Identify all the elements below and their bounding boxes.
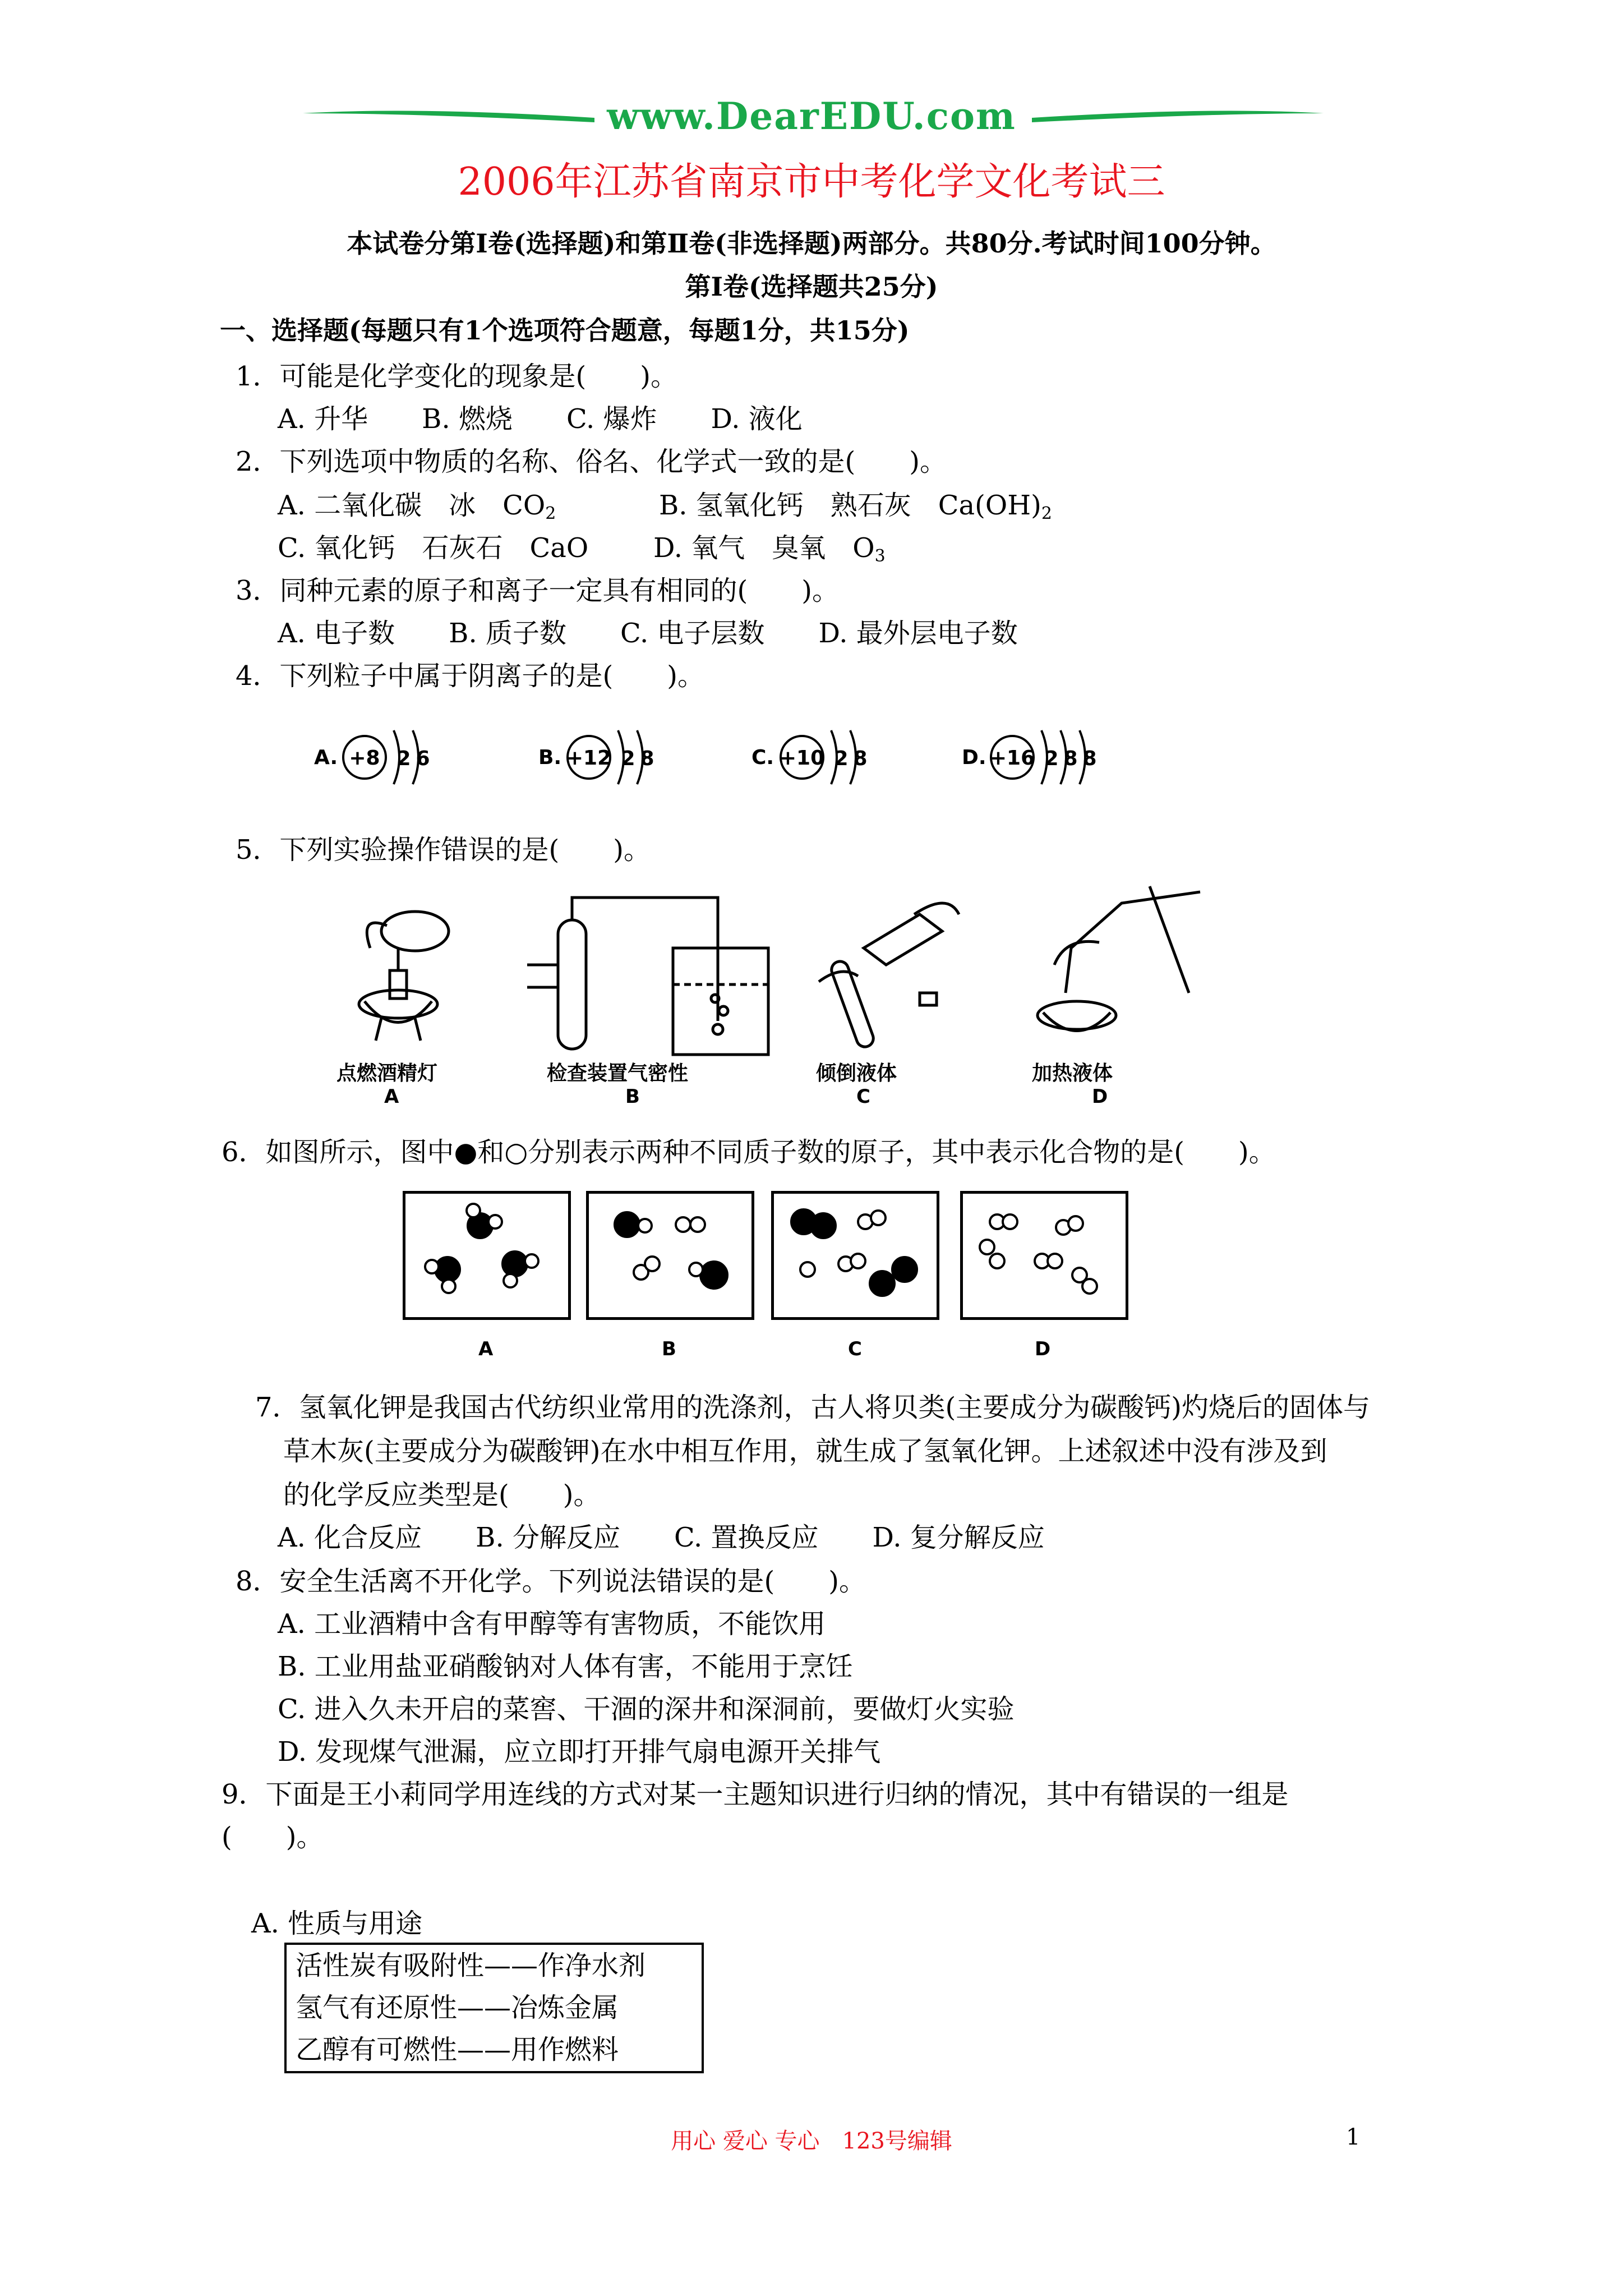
q2-option-c: C. 氧化钙 石灰石 CaO xyxy=(278,532,589,564)
q4-diagram-c xyxy=(751,724,931,791)
q2-option-a-text: A. 二氧化碳 冰 CO xyxy=(278,490,546,521)
q2-option-d-text: D. 氧气 臭氧 O xyxy=(653,532,875,564)
q9-option-a-title: A. 性质与用途 xyxy=(251,1908,423,1939)
q7-options: A. 化合反应 B. 分解反应 C. 置换反应 D. 复分解反应 xyxy=(278,1522,1045,1553)
q4-diagram-label: C. xyxy=(751,746,774,769)
q5-caption-a: 点燃酒精灯 xyxy=(336,1062,438,1085)
shell-electron-count: 8 xyxy=(853,747,868,770)
q7-line-3: 的化学反应类型是( )。 xyxy=(283,1479,601,1511)
exam-intro: 本试卷分第Ⅰ卷(选择题)和第Ⅱ卷(非选择题)两部分。共80分.考试时间100分钟。 xyxy=(347,228,1276,259)
q5-letter-b: B xyxy=(625,1085,640,1108)
q8-option-b: B. 工业用盐亚硝酸钠对人体有害，不能用于烹饪 xyxy=(278,1651,853,1682)
q9-line-1: 9．下面是王小莉同学用连线的方式对某一主题知识进行归纳的情况，其中有错误的一组是 xyxy=(222,1779,1289,1810)
q2-option-b-text: B. 氢氧化钙 熟石灰 Ca(OH) xyxy=(659,490,1041,521)
q7-line-1: 7．氢氧化钾是我国古代纺织业常用的洗涤剂，古人将贝类(主要成分为碳酸钙)灼烧后的固体与 xyxy=(255,1392,1370,1423)
q6-letter-c: C xyxy=(848,1338,862,1360)
q2-option-d-sub: 3 xyxy=(874,546,886,566)
q5-caption-c: 倾倒液体 xyxy=(816,1062,897,1085)
shell-electron-count: 8 xyxy=(1082,747,1097,770)
q9-option-a-item-1: 活性炭有吸附性——作净水剂 xyxy=(296,1950,646,1981)
q2-option-b-sub: 2 xyxy=(1041,504,1052,523)
shell-electron-count: 2 xyxy=(621,747,635,770)
q4-diagram-b xyxy=(538,724,718,791)
q2-option-b xyxy=(659,484,1052,523)
nucleus-charge: +16 xyxy=(989,747,1035,770)
exam-title: 2006年江苏省南京市中考化学文化考试三 xyxy=(458,160,1165,204)
shell-electron-count: 8 xyxy=(1063,747,1078,770)
shell-electron-count: 8 xyxy=(640,747,654,770)
q2-option-a xyxy=(278,484,556,523)
q6-stem: 6．如图所示，图中●和○分别表示两种不同质子数的原子，其中表示化合物的是( )。 xyxy=(222,1137,1276,1168)
q2-option-d xyxy=(653,526,886,566)
shell-electron-count: 2 xyxy=(1044,747,1059,770)
q5-lab-figures xyxy=(325,881,1223,1066)
q5-letter-a: A xyxy=(384,1085,399,1108)
q4-diagram-a xyxy=(314,724,494,791)
q1-stem: 1．可能是化学变化的现象是( )。 xyxy=(236,361,677,392)
lamp-lighting-figure xyxy=(359,912,449,1041)
q1-options: A. 升华 B. 燃烧 C. 爆炸 D. 液化 xyxy=(278,403,803,435)
site-banner-text[interactable]: www.DearEDU.com xyxy=(607,94,1016,138)
q5-caption-d: 加热液体 xyxy=(1032,1062,1113,1085)
q9-option-a-item-2: 氢气有还原性——冶炼金属 xyxy=(296,1992,619,2023)
q9-line-2: ( )。 xyxy=(222,1821,324,1853)
q4-diagram-d xyxy=(962,724,1141,791)
q4-stem: 4．下列粒子中属于阴离子的是( )。 xyxy=(236,660,704,692)
q9-option-a-item-3: 乙醇有可燃性——用作燃料 xyxy=(296,2034,619,2065)
shell-electron-count: 2 xyxy=(396,747,411,770)
q8-option-c: C. 进入久未开启的菜窖、干涸的深井和深洞前，要做灯火实验 xyxy=(278,1694,1015,1725)
q6-letter-b: B xyxy=(662,1338,676,1360)
airtightness-figure xyxy=(527,898,768,1055)
shell-electron-count: 6 xyxy=(416,747,430,770)
nucleus-charge: +8 xyxy=(349,747,380,770)
q6-letter-a: A xyxy=(478,1338,494,1360)
q6-molecules xyxy=(403,1191,1126,1320)
q3-options: A. 电子数 B. 质子数 C. 电子层数 D. 最外层电子数 xyxy=(278,618,1018,649)
page-footer: 用心 爱心 专心 123号编辑 xyxy=(671,2128,952,2154)
q6-letter-d: D xyxy=(1035,1338,1051,1360)
shell-electron-count: 2 xyxy=(834,747,849,770)
pouring-figure xyxy=(819,903,959,1049)
q3-stem: 3．同种元素的原子和离子一定具有相同的( )。 xyxy=(236,575,839,606)
q8-option-d: D. 发现煤气泄漏，应立即打开排气扇电源开关排气 xyxy=(278,1736,881,1768)
q2-stem: 2．下列选项中物质的名称、俗名、化学式一致的是( )。 xyxy=(236,446,947,477)
q2-option-a-sub: 2 xyxy=(545,504,556,523)
q5-letter-c: C xyxy=(856,1085,870,1108)
q5-caption-b: 检查装置气密性 xyxy=(547,1062,689,1085)
nucleus-charge: +12 xyxy=(566,747,612,770)
page-number: 1 xyxy=(1346,2124,1361,2150)
part-heading: 第Ⅰ卷(选择题共25分) xyxy=(685,272,938,302)
nucleus-charge: +10 xyxy=(779,747,825,770)
q4-diagram-label: D. xyxy=(962,746,986,769)
q8-stem: 8．安全生活离不开化学。下列说法错误的是( )。 xyxy=(236,1566,866,1597)
q4-diagram-label: B. xyxy=(538,746,562,769)
q5-letter-d: D xyxy=(1092,1085,1108,1108)
q7-line-2: 草木灰(主要成分为碳酸钾)在水中相互作用，就生成了氢氧化钾。上述叙述中没有涉及到 xyxy=(283,1435,1327,1467)
q5-stem: 5．下列实验操作错误的是( )。 xyxy=(236,834,651,866)
q4-diagram-label: A. xyxy=(314,746,338,769)
heating-figure xyxy=(1038,886,1200,1031)
section-heading: 一、选择题(每题只有1个选项符合题意，每题1分，共15分) xyxy=(220,315,910,346)
q8-option-a: A. 工业酒精中含有甲醇等有害物质，不能饮用 xyxy=(278,1608,826,1640)
